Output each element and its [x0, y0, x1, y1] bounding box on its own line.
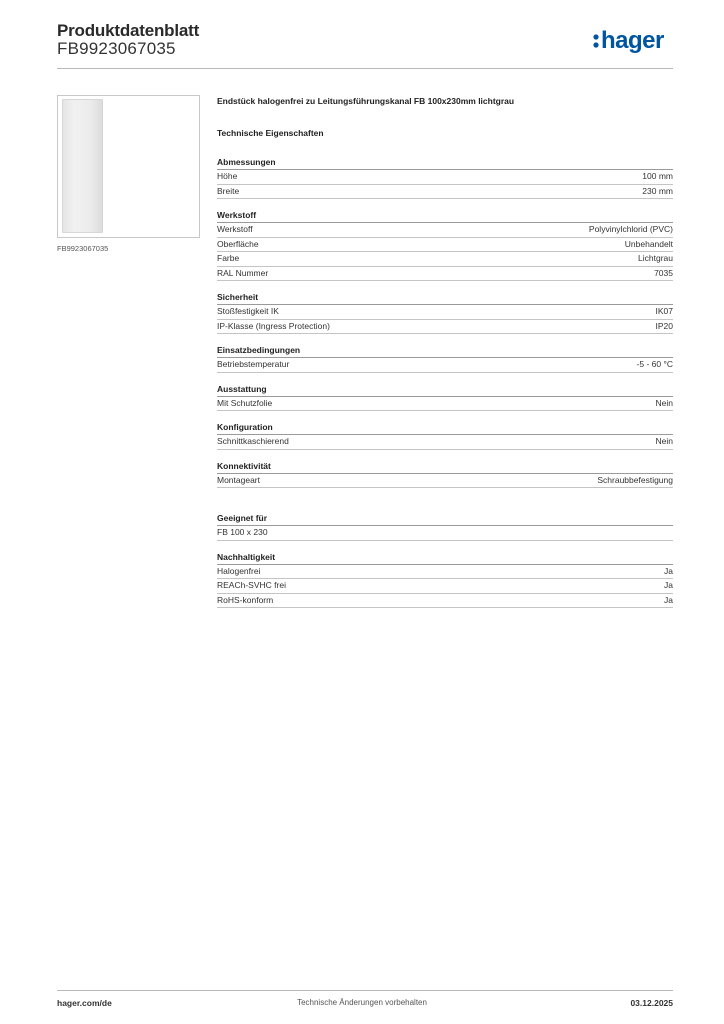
group-title: Sicherheit — [217, 291, 673, 305]
property-value: Lichtgrau — [638, 253, 673, 263]
product-description: Endstück halogenfrei zu Leitungsführungskanal FB 100x230mm lichtgrau — [217, 96, 515, 106]
group-title: Abmessungen — [217, 156, 673, 170]
property-row — [217, 435, 673, 450]
property-group — [217, 209, 673, 281]
group-title: Konfiguration — [217, 421, 673, 435]
property-label: RoHS-konform — [217, 594, 274, 605]
property-groups — [217, 156, 673, 488]
hager-logo — [592, 24, 674, 58]
property-value: Ja — [664, 594, 673, 605]
property-label: Stoßfestigkeit IK — [217, 306, 279, 316]
sustainability-section — [217, 551, 673, 609]
property-row — [217, 238, 673, 253]
property-value: -5 - 60 °C — [636, 359, 673, 369]
property-label: Montageart — [217, 474, 260, 485]
property-group — [217, 512, 673, 541]
property-value: 7035 — [654, 267, 673, 278]
property-value: IK07 — [655, 306, 673, 316]
footer-notice: Technische Änderungen vorbehalten — [297, 998, 427, 1007]
property-row — [217, 252, 673, 267]
property-label: Oberfläche — [217, 238, 259, 249]
property-group — [217, 460, 673, 489]
technical-heading: Technische Eigenschaften — [217, 128, 324, 138]
property-row — [217, 579, 673, 594]
property-group — [217, 291, 673, 334]
group-title: Werkstoff — [217, 209, 673, 223]
property-row — [217, 474, 673, 489]
property-value: Schraubbefestigung — [597, 474, 673, 485]
footer-divider — [57, 990, 673, 991]
property-row — [217, 358, 673, 373]
property-value: 230 mm — [642, 185, 673, 196]
group-title: Geeignet für — [217, 512, 673, 526]
property-label: Halogenfrei — [217, 565, 261, 576]
property-value: Nein — [655, 397, 673, 408]
property-group — [217, 156, 673, 199]
suitable-for-section — [217, 512, 673, 541]
property-value: 100 mm — [642, 171, 673, 181]
property-group — [217, 551, 673, 609]
header-divider — [57, 68, 673, 69]
footer-website-link[interactable]: hager.com/de — [57, 998, 112, 1008]
svg-text:hager: hager — [601, 27, 664, 54]
product-image-frame — [57, 95, 200, 238]
property-value: Polyvinylchlorid (PVC) — [588, 224, 673, 234]
property-row — [217, 305, 673, 320]
property-row — [217, 185, 673, 200]
product-panel-image — [62, 99, 103, 233]
group-title: Ausstattung — [217, 383, 673, 397]
property-group — [217, 383, 673, 412]
property-row — [217, 320, 673, 335]
group-title: Konnektivität — [217, 460, 673, 474]
property-group — [217, 421, 673, 450]
property-label: Breite — [217, 185, 240, 196]
property-group — [217, 344, 673, 373]
property-value: Unbehandelt — [624, 238, 673, 249]
property-row — [217, 170, 673, 185]
page-title: Produktdatenblatt — [57, 21, 200, 40]
property-value: IP20 — [655, 320, 673, 331]
property-label: Betriebstemperatur — [217, 359, 290, 369]
property-label: Farbe — [217, 253, 240, 263]
property-row — [217, 267, 673, 282]
property-label: Schnittkaschierend — [217, 436, 289, 446]
property-label: RAL Nummer — [217, 267, 269, 278]
property-label: FB 100 x 230 — [217, 527, 268, 537]
technical-properties — [217, 128, 673, 618]
property-row — [217, 565, 673, 580]
group-title: Nachhaltigkeit — [217, 551, 673, 565]
property-label: REACh-SVHC frei — [217, 580, 286, 590]
property-row — [217, 223, 673, 238]
footer-date: 03.12.2025 — [630, 998, 673, 1008]
property-row — [217, 397, 673, 412]
property-label: Höhe — [217, 171, 238, 181]
property-label: IP-Klasse (Ingress Protection) — [217, 320, 330, 331]
property-label: Werkstoff — [217, 224, 253, 234]
property-value: Ja — [664, 565, 673, 576]
property-value: Ja — [664, 580, 673, 590]
group-title: Einsatzbedingungen — [217, 344, 673, 358]
property-row — [217, 526, 673, 541]
image-caption: FB9923067035 — [57, 244, 109, 253]
property-value: Nein — [655, 436, 673, 446]
product-number: FB9923067035 — [57, 39, 176, 58]
property-row — [217, 594, 673, 609]
property-label: Mit Schutzfolie — [217, 397, 273, 408]
